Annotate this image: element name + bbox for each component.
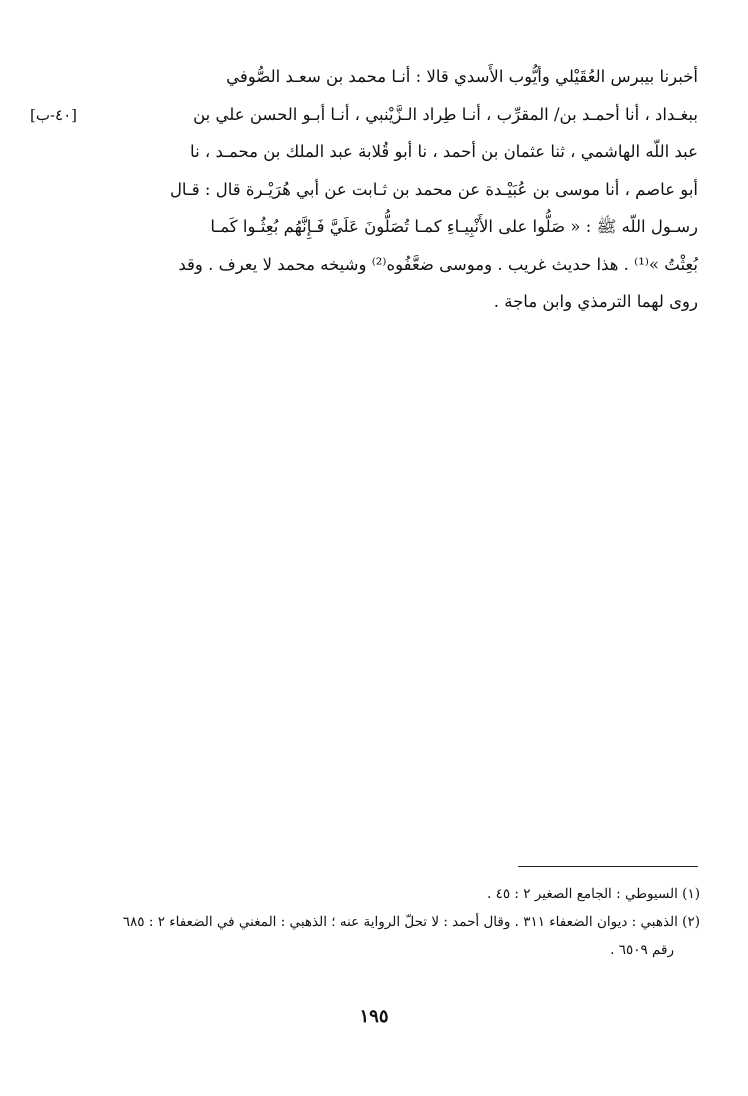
- footnote-divider: [518, 866, 698, 867]
- text-line: ببغـداد ، أنا أحمـد بن/ المقرِّب ، أنـا طِراد الـزَّيْنبي ، أنـا أبـو الحسن علي بن: [193, 104, 698, 124]
- text-line: رسـول اللّه ﷺ : « صَلُّوا على الأَنْبِيـاءِ كمـا تُصَلُّونَ عَلَيَّ فَـإِنَّهُم بُعِثُـوا كَمـا: [210, 217, 698, 236]
- text-line: روى لهما الترمذي وابن ماجة .: [493, 292, 698, 311]
- footnote-1: (١) السيوطي : الجامع الصغير ٢ : ٤٥ .: [487, 886, 700, 902]
- manuscript-folio-marker: [٤٠-ب]: [30, 106, 78, 124]
- text-line: أبو عاصم ، أنا موسى بن عُبَيْـدة عن محمد بن ثـابت عن أبي هُرَيْـرة قال : قـال: [169, 179, 698, 199]
- footnotes-block: [40, 880, 700, 964]
- footnote-2: (٢) الذهبي : ديوان الضعفاء ٣١١ . وقال أحمد : لا تحلّ الرواية عنه ؛ الذهبي : المغني في الضعفاء ٢ : ٦٨٥: [122, 914, 700, 930]
- footnote-2-continuation: رقم ٦٥٠٩ .: [610, 942, 674, 958]
- text-line: بُعِثْتُ »⁽¹⁾ . هذا حديث غريب . وموسى ضعَّفُوه⁽²⁾ وشيخه محمد لا يعرف . وقد: [178, 254, 698, 274]
- page-number: ١٩٥: [359, 1006, 389, 1027]
- main-text-block: [48, 58, 698, 321]
- text-line: عبد اللّه الهاشمي ، ثنا عثمان بن أحمد ، نا أبو قُلابة عبد الملك بن محمـد ، نا: [190, 142, 698, 161]
- text-line: أخبرنا بيبرس العُقَيْلي وأيُّوب الأَسدي قالا : أنـا محمد بن سعـد الصُّوفي: [226, 67, 698, 86]
